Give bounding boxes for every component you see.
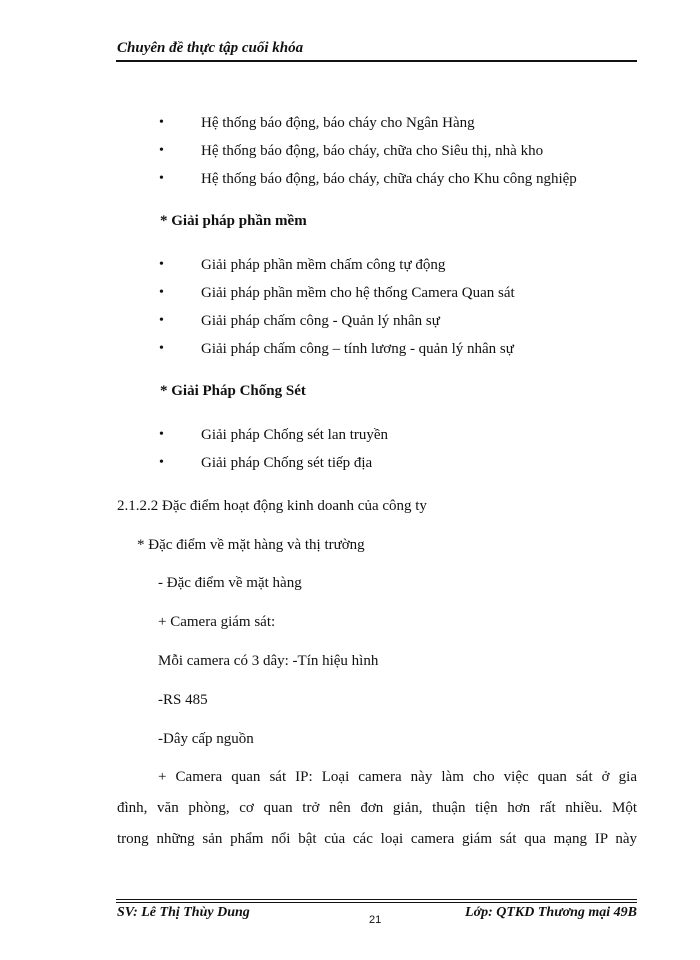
sub-heading-products: - Đặc điểm về mặt hàng xyxy=(158,575,302,591)
bullet-icon: • xyxy=(159,285,164,300)
page-number: 21 xyxy=(369,914,382,926)
paragraph-line: đình, văn phòng, cơ quan trở nên đơn giản, thuận tiện hơn rất nhiều. Một xyxy=(117,800,637,816)
camera-wires-line: Mỗi camera có 3 dây: -Tín hiệu hình xyxy=(158,653,379,669)
footer-divider xyxy=(116,902,637,903)
bullet-icon: • xyxy=(159,341,164,356)
bullet-icon: • xyxy=(159,427,164,442)
power-wire-line: -Dây cấp nguồn xyxy=(158,731,254,747)
footer-divider xyxy=(116,899,637,900)
footer-student: SV: Lê Thị Thùy Dung xyxy=(117,905,250,920)
bullet-icon: • xyxy=(159,143,164,158)
bullet-icon: • xyxy=(159,257,164,272)
header-title: Chuyên đề thực tập cuối khóa xyxy=(117,40,304,56)
bullet-icon: • xyxy=(159,313,164,328)
paragraph-line: + Camera quan sát IP: Loại camera này làm cho việc quan sát ở gia xyxy=(158,769,637,785)
heading-software: * Giải pháp phần mềm xyxy=(160,213,307,229)
bullet-icon: • xyxy=(159,455,164,470)
header-divider xyxy=(116,60,637,62)
sub-heading-products-market: * Đặc điểm về mặt hàng và thị trường xyxy=(137,537,365,553)
section-heading: 2.1.2.2 Đặc điểm hoạt động kinh doanh của công ty xyxy=(117,498,427,514)
bullet-icon: • xyxy=(159,171,164,186)
rs485-line: -RS 485 xyxy=(158,692,208,708)
camera-surveillance-label: + Camera giám sát: xyxy=(158,614,276,630)
footer-class: Lớp: QTKD Thương mại 49B xyxy=(465,905,637,920)
bullet-icon: • xyxy=(159,115,164,130)
heading-lightning: * Giải Pháp Chống Sét xyxy=(160,383,306,399)
paragraph-line: trong những sản phẩm nổi bật của các loại camera giám sát qua mạng IP này xyxy=(117,831,637,847)
